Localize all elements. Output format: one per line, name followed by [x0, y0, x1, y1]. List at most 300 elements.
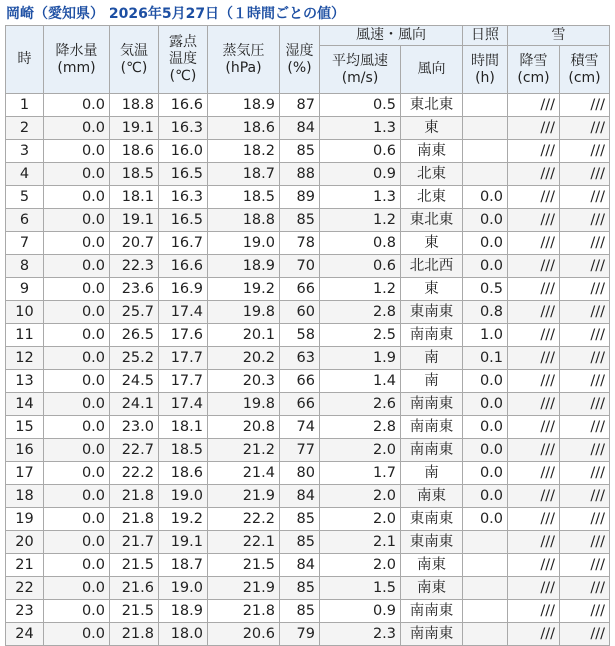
snowfall-cell: /// [508, 209, 560, 232]
wind-speed-cell: 2.0 [320, 508, 401, 531]
hour-cell: 10 [6, 301, 44, 324]
wind-direction-cell: 南 [401, 347, 463, 370]
table-row [6, 370, 610, 393]
humidity-cell: 77 [280, 439, 320, 462]
table-row [6, 94, 610, 117]
wind-direction-cell: 南南東 [401, 324, 463, 347]
sunshine-cell: 0.0 [463, 462, 508, 485]
hour-cell: 22 [6, 577, 44, 600]
humidity-cell: 85 [280, 209, 320, 232]
sunshine-cell: 0.0 [463, 485, 508, 508]
dewpoint-cell: 18.9 [159, 600, 208, 623]
dewpoint-cell: 18.5 [159, 439, 208, 462]
dewpoint-cell: 17.7 [159, 347, 208, 370]
precip-cell: 0.0 [44, 554, 110, 577]
snowfall-cell: /// [508, 370, 560, 393]
snow-depth-cell: /// [560, 508, 610, 531]
col-group-wind: 風速・風向 [320, 26, 463, 46]
dewpoint-cell: 16.3 [159, 117, 208, 140]
snow-depth-cell: /// [560, 623, 610, 646]
table-body [6, 94, 610, 646]
precip-cell: 0.0 [44, 623, 110, 646]
dewpoint-cell: 16.6 [159, 255, 208, 278]
precip-cell: 0.0 [44, 117, 110, 140]
temp-cell: 18.6 [110, 140, 159, 163]
snow-depth-cell: /// [560, 393, 610, 416]
wind-direction-cell: 東南東 [401, 508, 463, 531]
table-row [6, 117, 610, 140]
wind-direction-cell: 南 [401, 370, 463, 393]
humidity-cell: 66 [280, 393, 320, 416]
col-header-snow-depth: 積雪 (cm) [560, 46, 610, 94]
precip-cell: 0.0 [44, 324, 110, 347]
table-row [6, 232, 610, 255]
wind-speed-cell: 1.9 [320, 347, 401, 370]
col-header-temp: 気温 (℃) [110, 26, 159, 94]
precip-cell: 0.0 [44, 347, 110, 370]
humidity-cell: 85 [280, 577, 320, 600]
table-row [6, 554, 610, 577]
precip-cell: 0.0 [44, 485, 110, 508]
wind-direction-cell: 北東 [401, 163, 463, 186]
hour-cell: 2 [6, 117, 44, 140]
humidity-cell: 84 [280, 554, 320, 577]
table-row [6, 508, 610, 531]
table-row [6, 416, 610, 439]
precip-cell: 0.0 [44, 462, 110, 485]
wind-direction-cell: 南東 [401, 554, 463, 577]
table-row [6, 186, 610, 209]
snow-depth-cell: /// [560, 531, 610, 554]
temp-cell: 21.8 [110, 508, 159, 531]
snow-depth-cell: /// [560, 462, 610, 485]
wind-direction-cell: 南 [401, 462, 463, 485]
temp-cell: 21.5 [110, 600, 159, 623]
snow-depth-cell: /// [560, 370, 610, 393]
hour-cell: 14 [6, 393, 44, 416]
humidity-cell: 79 [280, 623, 320, 646]
dewpoint-cell: 16.9 [159, 278, 208, 301]
snow-depth-cell: /// [560, 577, 610, 600]
vapor-cell: 19.8 [208, 301, 280, 324]
col-header-dewpoint: 露点 温度 (℃) [159, 26, 208, 94]
vapor-cell: 20.2 [208, 347, 280, 370]
hour-cell: 1 [6, 94, 44, 117]
dewpoint-cell: 16.5 [159, 209, 208, 232]
hour-cell: 17 [6, 462, 44, 485]
humidity-cell: 70 [280, 255, 320, 278]
dewpoint-cell: 18.6 [159, 462, 208, 485]
humidity-cell: 84 [280, 485, 320, 508]
hour-cell: 8 [6, 255, 44, 278]
hour-cell: 11 [6, 324, 44, 347]
wind-direction-cell: 東北東 [401, 94, 463, 117]
snowfall-cell: /// [508, 255, 560, 278]
vapor-cell: 19.8 [208, 393, 280, 416]
temp-cell: 18.8 [110, 94, 159, 117]
sunshine-cell: 0.0 [463, 393, 508, 416]
col-header-precip: 降水量 (mm) [44, 26, 110, 94]
table-row [6, 600, 610, 623]
snow-depth-cell: /// [560, 186, 610, 209]
sunshine-cell: 0.0 [463, 186, 508, 209]
wind-direction-cell: 北北西 [401, 255, 463, 278]
table-row [6, 393, 610, 416]
snow-depth-cell: /// [560, 163, 610, 186]
wind-speed-cell: 2.8 [320, 416, 401, 439]
dewpoint-cell: 18.7 [159, 554, 208, 577]
humidity-cell: 66 [280, 278, 320, 301]
dewpoint-cell: 16.5 [159, 163, 208, 186]
humidity-cell: 66 [280, 370, 320, 393]
precip-cell: 0.0 [44, 209, 110, 232]
hour-cell: 5 [6, 186, 44, 209]
vapor-cell: 21.9 [208, 485, 280, 508]
humidity-cell: 88 [280, 163, 320, 186]
temp-cell: 21.7 [110, 531, 159, 554]
snowfall-cell: /// [508, 278, 560, 301]
snow-depth-cell: /// [560, 439, 610, 462]
precip-cell: 0.0 [44, 186, 110, 209]
snow-depth-cell: /// [560, 117, 610, 140]
humidity-cell: 74 [280, 416, 320, 439]
snowfall-cell: /// [508, 94, 560, 117]
wind-speed-cell: 2.6 [320, 393, 401, 416]
wind-speed-cell: 1.3 [320, 186, 401, 209]
sunshine-cell: 0.0 [463, 508, 508, 531]
snowfall-cell: /// [508, 301, 560, 324]
vapor-cell: 19.2 [208, 278, 280, 301]
sunshine-cell: 0.0 [463, 209, 508, 232]
vapor-cell: 18.5 [208, 186, 280, 209]
table-row [6, 577, 610, 600]
wind-direction-cell: 南東 [401, 577, 463, 600]
dewpoint-cell: 17.6 [159, 324, 208, 347]
humidity-cell: 60 [280, 301, 320, 324]
snow-depth-cell: /// [560, 554, 610, 577]
dewpoint-cell: 19.0 [159, 577, 208, 600]
snowfall-cell: /// [508, 554, 560, 577]
vapor-cell: 22.2 [208, 508, 280, 531]
snowfall-cell: /// [508, 347, 560, 370]
table-row [6, 485, 610, 508]
wind-direction-cell: 北東 [401, 186, 463, 209]
snow-depth-cell: /// [560, 232, 610, 255]
precip-cell: 0.0 [44, 301, 110, 324]
table-row [6, 347, 610, 370]
snow-depth-cell: /// [560, 209, 610, 232]
hour-cell: 16 [6, 439, 44, 462]
wind-direction-cell: 東南東 [401, 531, 463, 554]
wind-direction-cell: 南東 [401, 140, 463, 163]
hour-cell: 9 [6, 278, 44, 301]
vapor-cell: 18.2 [208, 140, 280, 163]
wind-speed-cell: 2.3 [320, 623, 401, 646]
table-row [6, 255, 610, 278]
wind-direction-cell: 南南東 [401, 439, 463, 462]
vapor-cell: 20.3 [208, 370, 280, 393]
precip-cell: 0.0 [44, 531, 110, 554]
wind-speed-cell: 1.3 [320, 117, 401, 140]
hour-cell: 18 [6, 485, 44, 508]
humidity-cell: 63 [280, 347, 320, 370]
wind-speed-cell: 0.5 [320, 94, 401, 117]
wind-direction-cell: 南南東 [401, 416, 463, 439]
col-header-sunshine: 時間 (h) [463, 46, 508, 94]
temp-cell: 25.7 [110, 301, 159, 324]
dewpoint-cell: 19.1 [159, 531, 208, 554]
vapor-cell: 18.8 [208, 209, 280, 232]
vapor-cell: 18.7 [208, 163, 280, 186]
table-row [6, 439, 610, 462]
snow-depth-cell: /// [560, 600, 610, 623]
precip-cell: 0.0 [44, 508, 110, 531]
wind-direction-cell: 東 [401, 232, 463, 255]
sunshine-cell [463, 163, 508, 186]
col-header-vapor: 蒸気圧 (hPa) [208, 26, 280, 94]
vapor-cell: 20.8 [208, 416, 280, 439]
snowfall-cell: /// [508, 140, 560, 163]
table-row [6, 623, 610, 646]
snowfall-cell: /// [508, 324, 560, 347]
wind-speed-cell: 2.0 [320, 554, 401, 577]
sunshine-cell: 0.0 [463, 255, 508, 278]
snowfall-cell: /// [508, 485, 560, 508]
vapor-cell: 21.2 [208, 439, 280, 462]
precip-cell: 0.0 [44, 232, 110, 255]
precip-cell: 0.0 [44, 416, 110, 439]
temp-cell: 22.3 [110, 255, 159, 278]
humidity-cell: 84 [280, 117, 320, 140]
snow-depth-cell: /// [560, 301, 610, 324]
snow-depth-cell: /// [560, 416, 610, 439]
wind-speed-cell: 1.2 [320, 278, 401, 301]
sunshine-cell: 0.0 [463, 370, 508, 393]
sunshine-cell [463, 577, 508, 600]
temp-cell: 18.1 [110, 186, 159, 209]
humidity-cell: 85 [280, 140, 320, 163]
sunshine-cell [463, 531, 508, 554]
dewpoint-cell: 16.0 [159, 140, 208, 163]
snow-depth-cell: /// [560, 347, 610, 370]
hour-cell: 3 [6, 140, 44, 163]
wind-speed-cell: 0.8 [320, 232, 401, 255]
humidity-cell: 80 [280, 462, 320, 485]
sunshine-cell [463, 600, 508, 623]
wind-speed-cell: 0.6 [320, 140, 401, 163]
col-group-snow: 雪 [508, 26, 610, 46]
hourly-weather-table [5, 25, 610, 646]
snowfall-cell: /// [508, 462, 560, 485]
wind-speed-cell: 2.5 [320, 324, 401, 347]
precip-cell: 0.0 [44, 577, 110, 600]
temp-cell: 26.5 [110, 324, 159, 347]
sunshine-cell [463, 117, 508, 140]
dewpoint-cell: 16.6 [159, 94, 208, 117]
table-row [6, 140, 610, 163]
wind-speed-cell: 2.0 [320, 439, 401, 462]
wind-direction-cell: 東北東 [401, 209, 463, 232]
humidity-cell: 58 [280, 324, 320, 347]
snowfall-cell: /// [508, 416, 560, 439]
vapor-cell: 19.0 [208, 232, 280, 255]
precip-cell: 0.0 [44, 255, 110, 278]
col-header-humidity: 湿度 (%) [280, 26, 320, 94]
hour-cell: 23 [6, 600, 44, 623]
table-row [6, 531, 610, 554]
precip-cell: 0.0 [44, 163, 110, 186]
snow-depth-cell: /// [560, 324, 610, 347]
hour-cell: 7 [6, 232, 44, 255]
humidity-cell: 85 [280, 531, 320, 554]
sunshine-cell: 0.8 [463, 301, 508, 324]
hour-cell: 15 [6, 416, 44, 439]
col-header-wind-speed: 平均風速 (m/s) [320, 46, 401, 94]
precip-cell: 0.0 [44, 600, 110, 623]
col-header-hour: 時 [6, 26, 44, 94]
dewpoint-cell: 16.7 [159, 232, 208, 255]
dewpoint-cell: 18.1 [159, 416, 208, 439]
precip-cell: 0.0 [44, 94, 110, 117]
snowfall-cell: /// [508, 232, 560, 255]
dewpoint-cell: 17.4 [159, 393, 208, 416]
vapor-cell: 22.1 [208, 531, 280, 554]
snow-depth-cell: /// [560, 255, 610, 278]
snowfall-cell: /// [508, 117, 560, 140]
sunshine-cell: 0.0 [463, 439, 508, 462]
wind-speed-cell: 0.9 [320, 163, 401, 186]
snowfall-cell: /// [508, 186, 560, 209]
sunshine-cell: 0.0 [463, 232, 508, 255]
wind-speed-cell: 1.5 [320, 577, 401, 600]
humidity-cell: 89 [280, 186, 320, 209]
temp-cell: 23.6 [110, 278, 159, 301]
sunshine-cell: 0.1 [463, 347, 508, 370]
sunshine-cell: 0.5 [463, 278, 508, 301]
snowfall-cell: /// [508, 531, 560, 554]
precip-cell: 0.0 [44, 439, 110, 462]
temp-cell: 25.2 [110, 347, 159, 370]
wind-speed-cell: 0.6 [320, 255, 401, 278]
humidity-cell: 87 [280, 94, 320, 117]
snow-depth-cell: /// [560, 94, 610, 117]
table-row [6, 209, 610, 232]
temp-cell: 22.7 [110, 439, 159, 462]
hour-cell: 20 [6, 531, 44, 554]
wind-direction-cell: 東 [401, 278, 463, 301]
dewpoint-cell: 19.0 [159, 485, 208, 508]
vapor-cell: 20.6 [208, 623, 280, 646]
vapor-cell: 18.6 [208, 117, 280, 140]
sunshine-cell [463, 623, 508, 646]
wind-direction-cell: 東 [401, 117, 463, 140]
wind-speed-cell: 2.8 [320, 301, 401, 324]
hour-cell: 21 [6, 554, 44, 577]
snowfall-cell: /// [508, 508, 560, 531]
wind-direction-cell: 南南東 [401, 393, 463, 416]
temp-cell: 19.1 [110, 117, 159, 140]
table-row [6, 278, 610, 301]
sunshine-cell [463, 94, 508, 117]
hour-cell: 19 [6, 508, 44, 531]
snowfall-cell: /// [508, 623, 560, 646]
humidity-cell: 85 [280, 600, 320, 623]
wind-direction-cell: 南南東 [401, 600, 463, 623]
temp-cell: 21.6 [110, 577, 159, 600]
humidity-cell: 85 [280, 508, 320, 531]
snow-depth-cell: /// [560, 140, 610, 163]
dewpoint-cell: 16.3 [159, 186, 208, 209]
temp-cell: 21.8 [110, 623, 159, 646]
humidity-cell: 78 [280, 232, 320, 255]
temp-cell: 21.5 [110, 554, 159, 577]
vapor-cell: 18.9 [208, 94, 280, 117]
vapor-cell: 21.5 [208, 554, 280, 577]
hour-cell: 12 [6, 347, 44, 370]
precip-cell: 0.0 [44, 370, 110, 393]
temp-cell: 24.1 [110, 393, 159, 416]
wind-speed-cell: 0.9 [320, 600, 401, 623]
wind-speed-cell: 1.2 [320, 209, 401, 232]
table-row [6, 163, 610, 186]
page-title: 岡崎（愛知県） 2026年5月27日（１時間ごとの値） [6, 6, 346, 22]
temp-cell: 21.8 [110, 485, 159, 508]
vapor-cell: 21.9 [208, 577, 280, 600]
vapor-cell: 20.1 [208, 324, 280, 347]
snow-depth-cell: /// [560, 278, 610, 301]
hour-cell: 24 [6, 623, 44, 646]
wind-direction-cell: 南東 [401, 485, 463, 508]
wind-speed-cell: 1.4 [320, 370, 401, 393]
table-header [6, 26, 610, 94]
hour-cell: 4 [6, 163, 44, 186]
vapor-cell: 21.4 [208, 462, 280, 485]
temp-cell: 23.0 [110, 416, 159, 439]
wind-speed-cell: 1.7 [320, 462, 401, 485]
col-group-sunshine: 日照 [463, 26, 508, 46]
snowfall-cell: /// [508, 163, 560, 186]
temp-cell: 20.7 [110, 232, 159, 255]
table-row [6, 324, 610, 347]
temp-cell: 19.1 [110, 209, 159, 232]
snowfall-cell: /// [508, 600, 560, 623]
wind-speed-cell: 2.0 [320, 485, 401, 508]
vapor-cell: 21.8 [208, 600, 280, 623]
wind-direction-cell: 東南東 [401, 301, 463, 324]
precip-cell: 0.0 [44, 140, 110, 163]
vapor-cell: 18.9 [208, 255, 280, 278]
precip-cell: 0.0 [44, 278, 110, 301]
snowfall-cell: /// [508, 577, 560, 600]
sunshine-cell: 1.0 [463, 324, 508, 347]
sunshine-cell: 0.0 [463, 416, 508, 439]
table-row [6, 462, 610, 485]
temp-cell: 22.2 [110, 462, 159, 485]
wind-speed-cell: 2.1 [320, 531, 401, 554]
hour-cell: 13 [6, 370, 44, 393]
col-header-wind-direction: 風向 [401, 46, 463, 94]
precip-cell: 0.0 [44, 393, 110, 416]
dewpoint-cell: 19.2 [159, 508, 208, 531]
col-header-snowfall: 降雪 (cm) [508, 46, 560, 94]
temp-cell: 24.5 [110, 370, 159, 393]
temp-cell: 18.5 [110, 163, 159, 186]
dewpoint-cell: 18.0 [159, 623, 208, 646]
wind-direction-cell: 南南東 [401, 623, 463, 646]
snow-depth-cell: /// [560, 485, 610, 508]
sunshine-cell [463, 140, 508, 163]
snowfall-cell: /// [508, 439, 560, 462]
